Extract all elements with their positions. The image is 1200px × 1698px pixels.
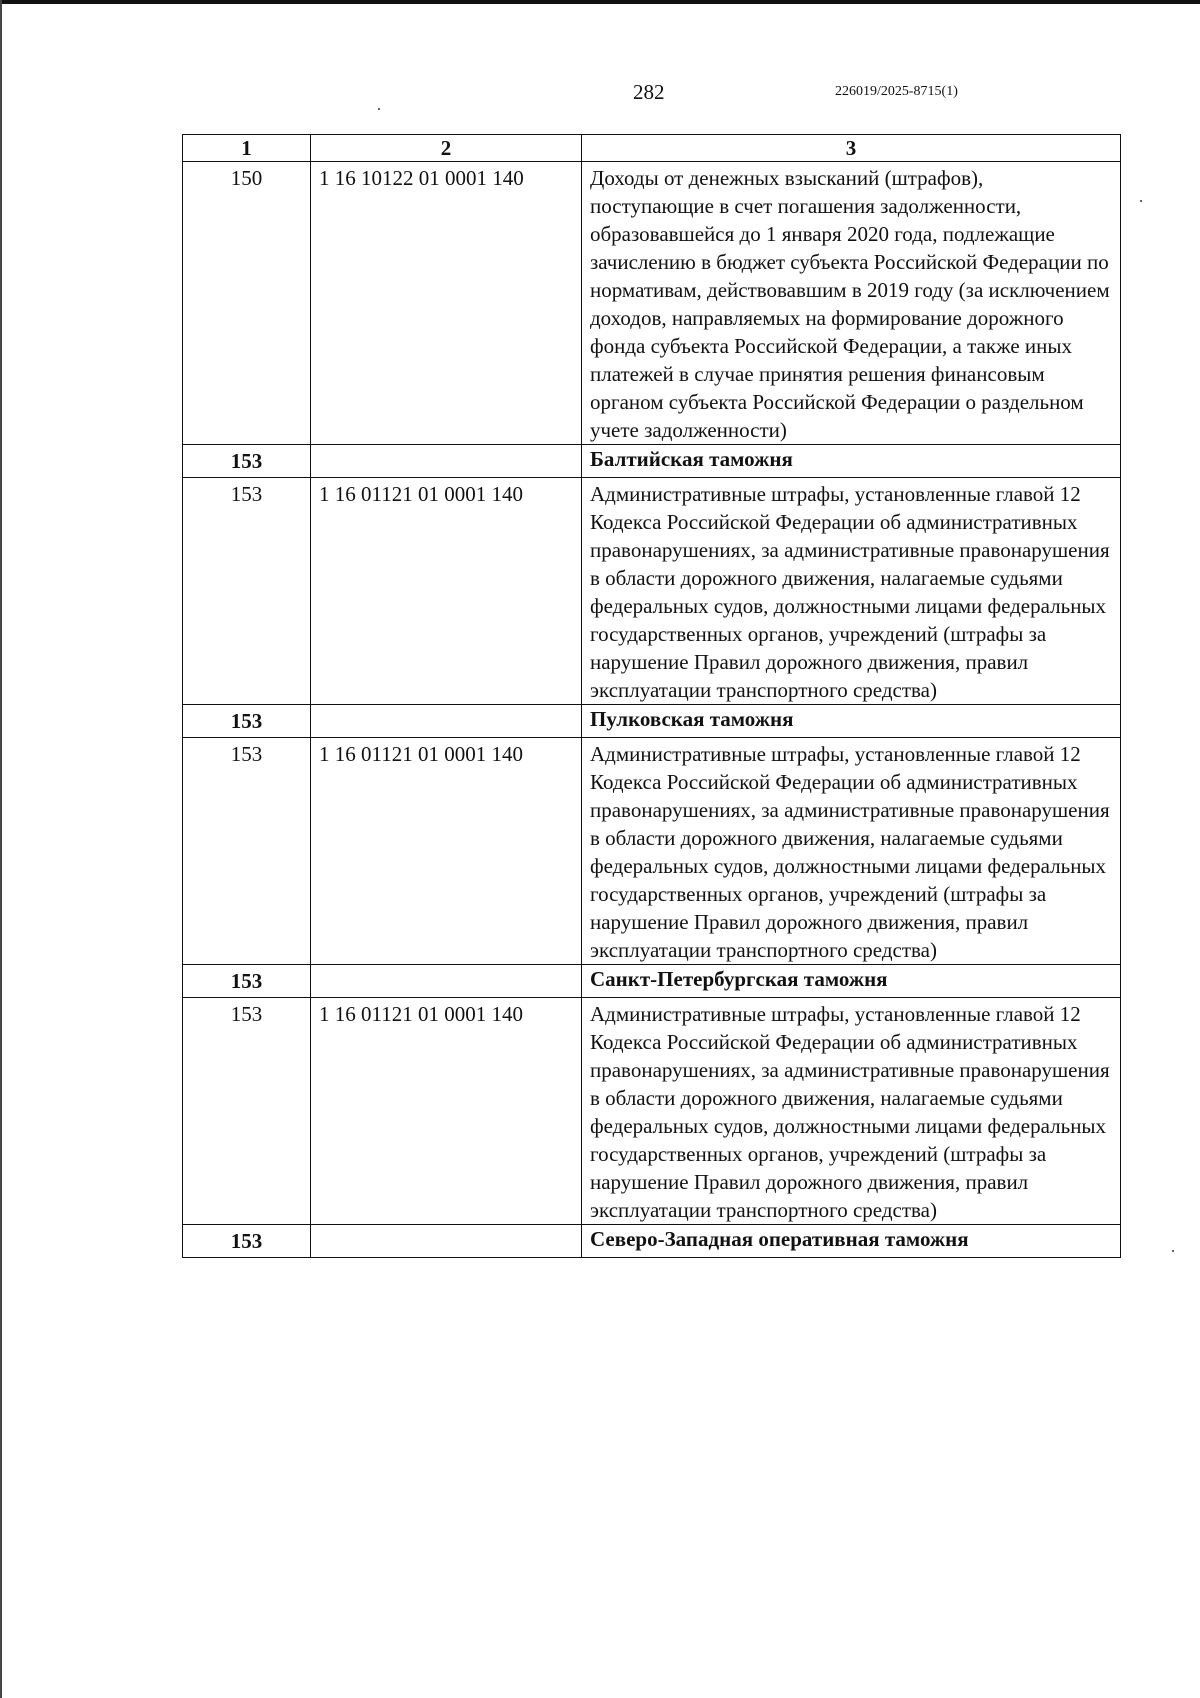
table-row-heading (183, 965, 1121, 998)
column-header-2: 2 (311, 135, 582, 162)
scan-border-left (0, 0, 2, 1698)
table-row-heading (183, 445, 1121, 478)
row-admin-code: 153 (183, 965, 311, 998)
row-budget-code: 1 16 01121 01 0001 140 (311, 478, 582, 705)
row-admin-code: 153 (183, 478, 311, 705)
row-administrator-name: Северо-Западная оперативная таможня (582, 1225, 1121, 1258)
row-description: Административные штрафы, установленные главой 12 Кодекса Российской Федерации об административных правонарушениях, за административные правонарушения в области дорожного движения, налагаемые судьями федеральных судов, должностными лицами федеральных государственных органов, учреждений (штрафы за нарушение Правил дорожного движения, правил эксплуатации транспортного средства) (582, 998, 1121, 1225)
page-number: 282 (633, 80, 665, 104)
row-admin-code: 153 (183, 1225, 311, 1258)
row-description: Доходы от денежных взысканий (штрафов), поступающие в счет погашения задолженности, образовавшейся до 1 января 2020 года, подлежащие зачислению в бюджет субъекта Российской Федерации по нормативам, действовавшим в 2019 году (за исключением доходов, направляемых на формирование дорожного фонда субъекта Российской Федерации, а также иных платежей в случае принятия решения финансовым органом субъекта Российской Федерации о раздельном учете задолженности) (582, 162, 1121, 445)
scan-speck (378, 108, 380, 110)
row-admin-code: 153 (183, 998, 311, 1225)
table-row-heading (183, 1225, 1121, 1258)
row-administrator-name: Балтийская таможня (582, 445, 1121, 478)
row-budget-code (311, 445, 582, 478)
row-budget-code: 1 16 01121 01 0001 140 (311, 998, 582, 1225)
table-row (183, 162, 1121, 445)
table-row-heading (183, 705, 1121, 738)
scan-border-top (0, 0, 1200, 4)
row-budget-code (311, 965, 582, 998)
table-row (183, 738, 1121, 965)
document-reference: 226019/2025-8715(1) (835, 84, 958, 99)
budget-classification-table (182, 134, 1121, 1258)
row-budget-code: 1 16 10122 01 0001 140 (311, 162, 582, 445)
row-admin-code: 153 (183, 705, 311, 738)
column-header-1: 1 (183, 135, 311, 162)
table-header-row (183, 135, 1121, 162)
row-admin-code: 150 (183, 162, 311, 445)
row-admin-code: 153 (183, 738, 311, 965)
scan-speck (1172, 1250, 1174, 1252)
table-row (183, 998, 1121, 1225)
table-row (183, 478, 1121, 705)
row-budget-code: 1 16 01121 01 0001 140 (311, 738, 582, 965)
row-description: Административные штрафы, установленные главой 12 Кодекса Российской Федерации об административных правонарушениях, за административные правонарушения в области дорожного движения, налагаемые судьями федеральных судов, должностными лицами федеральных государственных органов, учреждений (штрафы за нарушение Правил дорожного движения, правил эксплуатации транспортного средства) (582, 738, 1121, 965)
row-admin-code: 153 (183, 445, 311, 478)
row-description: Административные штрафы, установленные главой 12 Кодекса Российской Федерации об административных правонарушениях, за административные правонарушения в области дорожного движения, налагаемые судьями федеральных судов, должностными лицами федеральных государственных органов, учреждений (штрафы за нарушение Правил дорожного движения, правил эксплуатации транспортного средства) (582, 478, 1121, 705)
row-administrator-name: Санкт-Петербургская таможня (582, 965, 1121, 998)
row-budget-code (311, 1225, 582, 1258)
scan-speck (1140, 200, 1142, 202)
column-header-3: 3 (582, 135, 1121, 162)
row-administrator-name: Пулковская таможня (582, 705, 1121, 738)
row-budget-code (311, 705, 582, 738)
